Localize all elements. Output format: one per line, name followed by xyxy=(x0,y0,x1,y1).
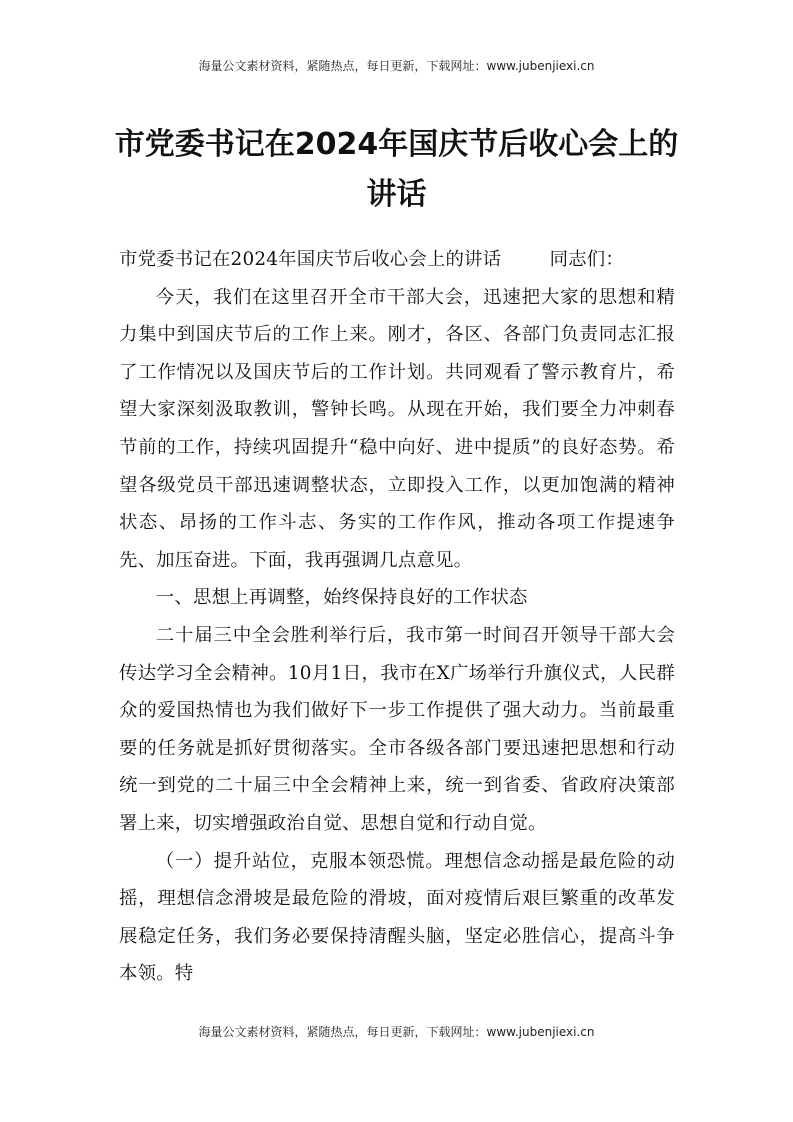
paragraph-subsection-1: （一）提升站位，克服本领恐慌。理想信念动摇是最危险的动摇，理想信念滑坡是最危险的滑坡，面对疫情后艰巨繁重的改革发展稳定任务，我们务必要保持清醒头脑，坚定必胜信心，提高斗争本领。特 xyxy=(119,850,675,985)
document-body xyxy=(119,241,675,993)
document-title: 市党委书记在2024年国庆节后收心会上的讲话 xyxy=(114,127,679,212)
running-footer: 海量公文素材资料，紧随热点，每日更新，下载网址：www.jubenjiexi.cn xyxy=(198,1025,595,1039)
paragraph-plenum: 二十届三中全会胜利举行后，我市第一时间召开领导干部大会传达学习全会精神。10月1日，我市在X广场举行升旗仪式，人民群众的爱国热情也为我们做好下一步工作提供了强大动力。当前最重要的任务就是抓好贯彻落实。全市各级各部门要迅速把思想和行动统一到党的二十届三中全会精神上来，统一到省委、省政府决策部署上来，切实增强政治自觉、思想自觉和行动自觉。 xyxy=(119,624,675,834)
running-header: 海量公文素材资料，紧随热点，每日更新，下载网址：www.jubenjiexi.cn xyxy=(198,59,595,73)
intro-line: 市党委书记在2024年国庆节后收心会上的讲话 同志们： xyxy=(119,249,624,270)
section-heading-1: 一、思想上再调整，始终保持良好的工作状态 xyxy=(155,587,528,609)
paragraph-opening: 今天，我们在这里召开全市干部大会，迅速把大家的思想和精力集中到国庆节后的工作上来。刚才，各区、各部门负责同志汇报了工作情况以及国庆节后的工作计划。共同观看了警示教育片，希望大家深刻汲取教训，警钟长鸣。从现在开始，我们要全力冲刺春节前的工作，持续巩固提升“稳中向好、进中提质”的良好态势。希望各级党员干部迅速调整状态，立即投入工作，以更加饱满的精神状态、昂扬的工作斗志、务实的工作作风，推动各项工作提速争先、加压奋进。下面，我再强调几点意见。 xyxy=(119,286,675,571)
